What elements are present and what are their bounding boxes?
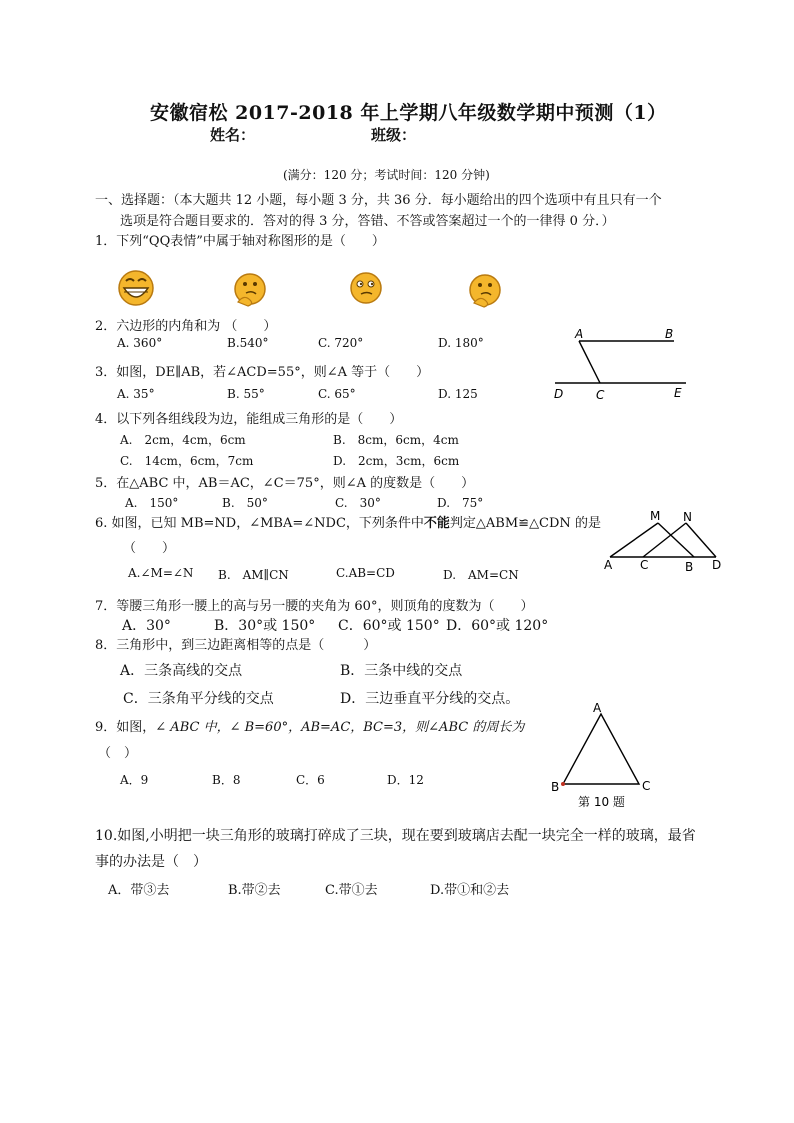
label-b: B	[685, 560, 694, 574]
confused-face-icon	[351, 273, 381, 303]
class-label: 班级：	[371, 126, 417, 144]
exam-info: (满分：120 分；考试时间：120 分钟)	[283, 168, 490, 182]
section-instructions-line1: 一、选择题：（本大题共 12 小题，每小题 3 分，共 36 分．每小题给出的四个选项中有且只有一个	[95, 193, 662, 208]
q9-stem-b: ∠ ABC 中，	[155, 720, 230, 735]
q3-stem: 3．如图，DE∥AB，若∠ACD=55°，则∠A 等于（ ）	[95, 365, 430, 380]
q6-stem-pre: 6. 如图，已知 MB=ND，∠MBA=∠NDC，下列条件中	[95, 516, 424, 531]
label-c: C	[596, 388, 605, 402]
q10-option-a: A．带③去	[108, 883, 170, 898]
figure-overlapping-triangles	[598, 505, 728, 577]
q6-answer-paren: （ ）	[123, 541, 176, 556]
q9-option-c: C．6	[296, 773, 325, 787]
q10-option-c: C.带①去	[325, 883, 378, 898]
q8-option-a: A．三条高线的交点	[120, 663, 243, 679]
q7-option-b: B．30°或 150°	[214, 618, 316, 634]
q9-option-d: D．12	[387, 773, 424, 787]
label-c: C	[640, 558, 649, 572]
q6-option-d: D. AM=CN	[443, 568, 519, 582]
q4-option-c: C. 14cm，6cm，7cm	[120, 454, 254, 468]
q10-stem-line2: 事的办法是（ ）	[95, 854, 207, 870]
q8-option-d: D．三边垂直平分线的交点。	[340, 691, 520, 707]
q6-option-c: C.AB=CD	[336, 566, 395, 580]
figure-triangle-abc	[545, 700, 665, 812]
q5-option-b: B. 50°	[222, 496, 268, 510]
q6-stem-post: 判定△ABM≌△CDN 的是	[449, 516, 601, 531]
q9-stem-a: 9．如图，	[95, 720, 156, 735]
q7-stem: 7．等腰三角形一腰上的高与另一腰的夹角为 60°，则顶角的度数为（ ）	[95, 599, 534, 614]
q5-option-c: C. 30°	[335, 496, 381, 510]
q3-option-d: D. 125	[438, 387, 478, 401]
q6-stem	[95, 512, 601, 531]
label-b: B	[665, 327, 674, 341]
q6-option-a: A.∠M=∠N	[128, 566, 194, 580]
q6-option-b: B. AM∥CN	[218, 568, 289, 582]
figure-parallel-lines	[550, 325, 700, 405]
q9-option-b: B．8	[212, 773, 241, 787]
q3-option-b: B. 55°	[227, 387, 265, 401]
label-a: A	[575, 327, 584, 341]
label-e: E	[674, 386, 682, 400]
q6-stem-emphasis: 不能	[423, 516, 450, 531]
vertex-b-dot	[561, 782, 565, 786]
q8-option-b: B．三条中线的交点	[340, 663, 463, 679]
q3-option-a: A. 35°	[117, 387, 155, 401]
q4-stem: 4．以下列各组线段为边，能组成三角形的是（ ）	[95, 412, 403, 427]
label-d: D	[554, 387, 564, 401]
q7-option-c: C．60°或 150°	[338, 618, 440, 634]
q4-option-d: D. 2cm，3cm，6cm	[333, 454, 460, 468]
q9-option-a: A．9	[120, 773, 149, 787]
q10-stem-line1: 10.如图,小明把一块三角形的玻璃打碎成了三块，现在要到玻璃店去配一块完全一样的玻璃，最省	[95, 828, 696, 844]
q8-stem: 8．三角形中，到三边距离相等的点是（ ）	[95, 638, 377, 653]
name-label: 姓名：	[210, 126, 256, 144]
q2-option-a: A. 360°	[117, 336, 163, 350]
q7-option-d: D．60°或 120°	[446, 618, 549, 634]
label-d: D	[712, 558, 722, 572]
q2-stem: 2．六边形的内角和为 （ ）	[95, 319, 277, 334]
thinking-face-icon	[235, 274, 265, 306]
label-c: C	[642, 779, 651, 793]
q3-option-c: C. 65°	[318, 387, 356, 401]
label-a: A	[604, 558, 613, 572]
figure-caption: 第 10 题	[578, 795, 625, 809]
q10-option-b: B.带②去	[228, 883, 281, 898]
segment-ac	[579, 341, 600, 383]
q5-option-d: D. 75°	[437, 496, 484, 510]
q4-option-a: A. 2cm，4cm，6cm	[120, 433, 246, 447]
q4-option-b: B. 8cm，6cm，4cm	[333, 433, 459, 447]
label-m: M	[650, 509, 661, 523]
q9-answer-paren: （ ）	[98, 746, 138, 761]
q2-option-b: B.540°	[227, 336, 269, 350]
q1-stem: 1．下列“QQ表情”中属于轴对称图形的是（ ）	[95, 234, 385, 249]
page-title: 安徽宿松 2017-2018 年上学期八年级数学期中预测（1）	[150, 102, 667, 124]
q7-option-a: A．30°	[122, 618, 171, 634]
q10-option-d: D.带①和②去	[430, 883, 510, 898]
grinning-face-icon	[119, 271, 153, 305]
q5-stem: 5．在△ABC 中，AB＝AC，∠C＝75°，则∠A 的度数是（ ）	[95, 476, 475, 491]
q5-option-a: A. 150°	[125, 496, 179, 510]
q8-option-c: C．三条角平分线的交点	[123, 691, 274, 707]
q9-stem	[95, 716, 524, 735]
q9-stem-c: ∠ B=60°，AB=AC，BC=3，则∠ABC 的周长为	[229, 720, 525, 735]
label-b: B	[551, 780, 560, 794]
q2-option-d: D. 180°	[438, 336, 484, 350]
thinking-face-icon	[470, 275, 500, 307]
q1-emoji-row	[112, 262, 552, 312]
q2-option-c: C. 720°	[318, 336, 364, 350]
section-instructions-line2: 选项是符合题目要求的．答对的得 3 分，答错、不答或答案超过一个的一律得 0 分．）	[120, 214, 615, 229]
label-a: A	[593, 701, 602, 715]
label-n: N	[683, 510, 692, 524]
